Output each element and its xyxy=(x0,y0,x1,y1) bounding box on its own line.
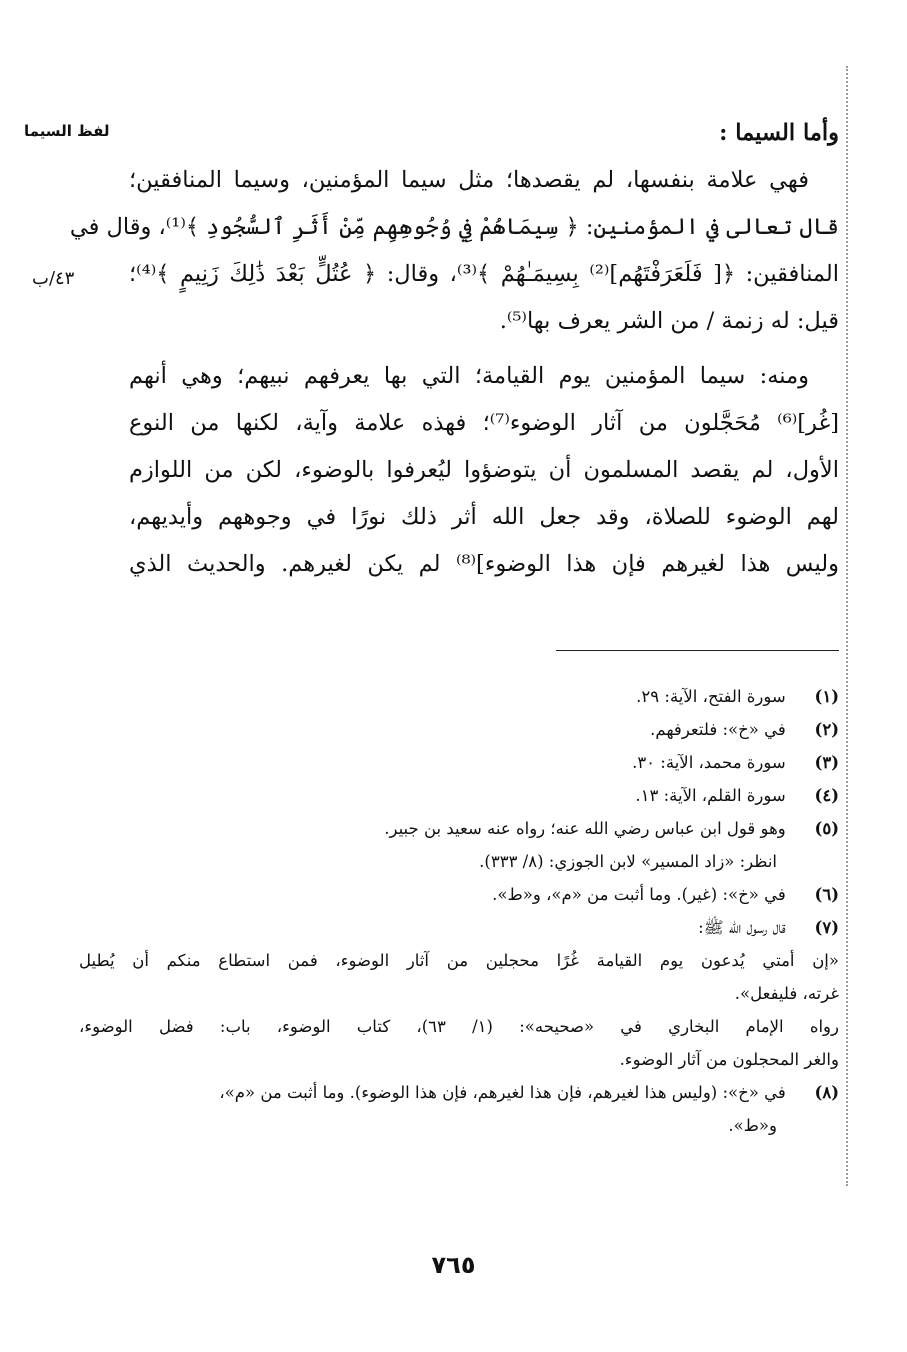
footnote-1 xyxy=(79,680,839,713)
footnote-text: وهو قول ابن عباس رضي الله عنه؛ رواه عنه سعيد بن جبير. xyxy=(384,819,786,838)
text-line-2: قال تعالى في المؤمنين: ﴿ سِيمَاهُمْ فِي وُجُوهِهِم مِّنْ أَثَرِ ٱلسُّجُودِ ﴾⁽¹⁾، وقال في xyxy=(69,214,839,240)
hadith-quote-line-1: «إن أمتي يُدعون يوم القيامة غُرًا محجلين من آثار الوضوء، فمن استطاع منكم أن يُطيل xyxy=(79,951,839,970)
text-line-1: فهي علامة بنفسها، لم يقصدها؛ مثل سيما المؤمنين، وسيما المنافقين؛ xyxy=(129,167,809,193)
footnote-2 xyxy=(79,713,839,746)
footnote-text: في «خ»: (غير). وما أثبت من «م»، و«ط». xyxy=(492,885,786,904)
footnote-text: في «خ»: فلتعرفهم. xyxy=(650,720,786,739)
section-heading: وأما السيما : xyxy=(719,120,839,146)
footnote-5-continuation: انظر: «زاد المسير» لابن الجوزي: (٨/ ٣٣٣). xyxy=(479,852,777,871)
margin-folio-label: ٤٣/ب xyxy=(32,268,75,289)
footnote-text: في «خ»: (وليس هذا لغيرهم، فإن هذا لغيرهم، فإن هذا الوضوء). وما أثبت من «م»، xyxy=(219,1083,786,1102)
text-line-5: ومنه: سيما المؤمنين يوم القيامة؛ التي بها يعرفهم نبيهم؛ وهي أنهم xyxy=(129,363,809,389)
footnote-text: سورة القلم، الآية: ١٣. xyxy=(635,786,786,805)
footnote-8-continuation: و«ط». xyxy=(728,1116,777,1135)
footnote-number: (٥) xyxy=(814,819,839,838)
footnote-6 xyxy=(79,878,839,911)
footnote-8 xyxy=(79,1076,839,1109)
margin-topic-label: لفظ السيما xyxy=(24,122,110,140)
footnote-text: قال رسول الله ﷺ: xyxy=(698,918,786,937)
footnote-number: (٦) xyxy=(814,885,839,904)
main-text xyxy=(69,110,840,588)
footnote-separator xyxy=(556,650,839,651)
hadith-source-line-1: رواه الإمام البخاري في «صحيحه»: (١/ ٦٣)، كتاب الوضوء، باب: فضل الوضوء، xyxy=(79,1017,839,1036)
hadith-source-line-2: والغر المحجلون من آثار الوضوء. xyxy=(619,1050,839,1069)
footnote-3 xyxy=(79,746,839,779)
footnote-number: (٤) xyxy=(814,786,839,805)
footnote-number: (٧) xyxy=(814,918,839,937)
footnote-text: سورة الفتح، الآية: ٢٩. xyxy=(636,687,786,706)
footnotes xyxy=(79,680,839,1142)
text-line-6: [غُر]⁽⁶⁾ مُحَجَّلون من آثار الوضوء⁽⁷⁾؛ فهذه علامة وآية، لكنها من النوع xyxy=(129,410,839,436)
text-line-9: وليس هذا لغيرهم فإن هذا الوضوء]⁽⁸⁾ لم يكن لغيرهم. والحديث الذي xyxy=(129,551,840,577)
hadith-quote-line-2: غرته، فليفعل». xyxy=(734,984,839,1003)
text-line-4: قيل: له زنمة / من الشر يعرف بها⁽⁵⁾. xyxy=(499,308,839,334)
footnote-number: (٨) xyxy=(814,1083,839,1102)
page-number: ٧٦٥ xyxy=(431,1251,476,1279)
text-line-8: لهم الوضوء للصلاة، وقد جعل الله أثر ذلك نورًا في وجوههم وأيديهم، xyxy=(129,504,839,530)
footnote-7 xyxy=(79,911,839,944)
footnote-number: (٣) xyxy=(814,753,839,772)
footnote-5 xyxy=(79,812,839,845)
margin-dotted-line xyxy=(846,66,848,1186)
footnote-number: (٢) xyxy=(814,720,839,739)
text-line-3: المنافقين: ﴿[ فَلَعَرَفْتَهُم]⁽²⁾ بِسِيمَـٰهُمْ ﴾⁽³⁾، وقال: ﴿ عُتُلٍّ بَعْدَ ذَٰلِكَ زَنِيمٍ ﴾⁽⁴⁾؛ xyxy=(129,261,839,287)
footnote-text: سورة محمد، الآية: ٣٠. xyxy=(632,753,786,772)
footnote-4 xyxy=(79,779,839,812)
footnote-number: (١) xyxy=(814,687,839,706)
text-line-7: الأول، لم يقصد المسلمون أن يتوضؤوا ليُعرفوا بالوضوء، لكن من اللوازم xyxy=(129,457,839,483)
